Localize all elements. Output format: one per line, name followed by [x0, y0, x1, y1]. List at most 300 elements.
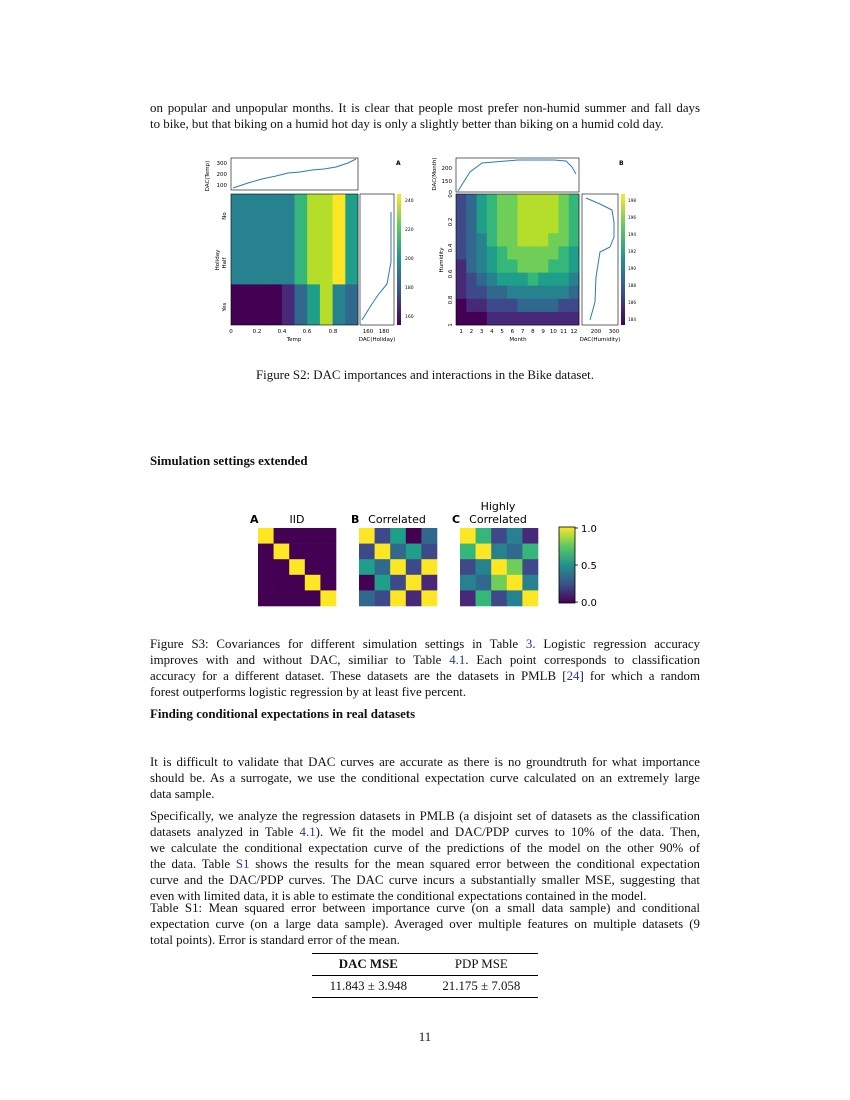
panel-b-xtick: 5	[500, 329, 504, 335]
matrix-cell	[305, 575, 321, 591]
panel-a-ylabel: Holiday	[215, 249, 221, 271]
heatmap-cell	[477, 233, 488, 246]
panel-b-colorbar-tick: 198	[628, 198, 636, 203]
table-ref-link[interactable]: 4.1	[299, 825, 316, 839]
heatmap-cell	[538, 233, 549, 246]
matrix-cell	[507, 575, 523, 591]
text-line: the data. Table S1 shows the results for the mean squared error between the conditional expectation	[150, 857, 700, 871]
heatmap-cell	[487, 286, 498, 299]
heatmap-cell	[548, 286, 559, 299]
panel-b-ytick: 1	[448, 323, 454, 327]
heatmap-cell	[487, 299, 498, 312]
matrix-cell	[375, 590, 391, 606]
heatmap-cell	[559, 194, 570, 207]
panel-b-colorbar-tick: 186	[628, 300, 636, 305]
matrix-cell	[289, 575, 305, 591]
heatmap-cell	[538, 207, 549, 220]
matrix-cell	[375, 559, 391, 575]
panel-b-colorbar-tick: 196	[628, 215, 636, 220]
heatmap-cell	[569, 312, 580, 325]
heatmap-cell	[538, 220, 549, 233]
matrix-cell	[421, 590, 437, 606]
panel-b-colorbar-tick: 184	[628, 317, 636, 322]
matrix-cell	[320, 559, 336, 575]
heatmap-cell	[487, 246, 498, 259]
heatmap-cell	[269, 194, 282, 285]
heatmap-cell	[518, 220, 529, 233]
heatmap-cell	[466, 194, 477, 207]
heatmap-cell	[345, 194, 358, 285]
matrix-cell	[320, 590, 336, 606]
matrix-cell	[476, 544, 492, 560]
panel-a-colorbar-tick: 220	[405, 228, 414, 233]
matrix-cell	[274, 575, 290, 591]
figure-s2	[200, 152, 640, 347]
panel-b-xtick: 3	[479, 329, 484, 335]
heatmap-cell	[518, 286, 529, 299]
table-ref-link[interactable]: S1	[235, 857, 250, 871]
heatmap-cell	[487, 194, 498, 207]
heatmap-cell	[333, 284, 346, 325]
panel-b-top-ylabel: DAC(Month)	[432, 157, 438, 191]
matrix-cell	[258, 528, 274, 544]
matrix-cell	[522, 528, 538, 544]
matrix-cell	[476, 559, 492, 575]
text-line: we calculate the conditional expectation curve of the predictions of the model on the other 90% of	[150, 841, 700, 855]
panel-b-xtick: 7	[520, 329, 525, 335]
s3-matrix-correlated	[359, 528, 437, 606]
panel-a-xtick: 0	[229, 329, 233, 335]
table-cell: 21.175 ± 7.058	[442, 979, 521, 993]
heatmap-cell	[507, 246, 518, 259]
matrix-cell	[390, 559, 406, 575]
heatmap-cell	[497, 207, 508, 220]
heatmap-cell	[456, 194, 467, 207]
s3-panel-title: Correlated	[368, 513, 426, 526]
heatmap-cell	[548, 260, 559, 273]
heatmap-cell	[528, 286, 539, 299]
panel-b-side-xtick: 200	[590, 329, 602, 335]
heatmap-cell	[497, 312, 508, 325]
panel-a-top-ytick: 200	[216, 172, 227, 178]
heatmap-cell	[518, 246, 529, 259]
matrix-cell	[359, 544, 375, 560]
heatmap-cell	[569, 260, 580, 273]
matrix-cell	[460, 575, 476, 591]
heatmap-cell	[528, 233, 539, 246]
matrix-cell	[258, 559, 274, 575]
matrix-cell	[491, 590, 507, 606]
matrix-cell	[522, 590, 538, 606]
matrix-cell	[476, 590, 492, 606]
matrix-cell	[390, 575, 406, 591]
section-heading-simulation: Simulation settings extended	[150, 454, 308, 468]
heatmap-cell	[528, 260, 539, 273]
panel-a-row-label: Yes	[222, 302, 228, 312]
heatmap-cell	[333, 194, 346, 285]
matrix-cell	[258, 590, 274, 606]
heatmap-cell	[559, 260, 570, 273]
text-line: improves with and without DAC, similiar to Table 4.1. Each point corresponds to classification	[150, 653, 701, 667]
matrix-cell	[274, 528, 290, 544]
matrix-cell	[491, 528, 507, 544]
column-header: PDP MSE	[454, 957, 508, 971]
matrix-cell	[305, 544, 321, 560]
heatmap-cell	[466, 260, 477, 273]
s3-panel-letter: B	[351, 513, 360, 526]
panel-a-side-xtick: 180	[378, 329, 390, 335]
heatmap-cell	[487, 220, 498, 233]
heatmap-cell	[231, 284, 244, 325]
heatmap-cell	[518, 260, 529, 273]
matrix-cell	[491, 544, 507, 560]
heatmap-cell	[507, 260, 518, 273]
heatmap-cell	[538, 286, 549, 299]
matrix-cell	[289, 528, 305, 544]
heatmap-cell	[559, 246, 570, 259]
heatmap-cell	[569, 246, 580, 259]
matrix-cell	[375, 528, 391, 544]
heatmap-cell	[487, 273, 498, 286]
heatmap-cell	[528, 273, 539, 286]
heatmap-cell	[487, 207, 498, 220]
heatmap-cell	[548, 312, 559, 325]
matrix-cell	[476, 528, 492, 544]
heatmap-cell	[507, 299, 518, 312]
panel-b-side-curve	[586, 198, 614, 320]
panel-a-colorbar-tick: 180	[405, 286, 414, 291]
matrix-cell	[258, 544, 274, 560]
heatmap-cell	[528, 220, 539, 233]
paragraph-1	[150, 754, 700, 802]
matrix-cell	[320, 528, 336, 544]
heatmap-cell	[466, 246, 477, 259]
heatmap-cell	[569, 233, 580, 246]
heatmap-cell	[538, 299, 549, 312]
matrix-cell	[522, 544, 538, 560]
matrix-cell	[258, 575, 274, 591]
heatmap-cell	[528, 312, 539, 325]
heatmap-cell	[507, 286, 518, 299]
heatmap-cell	[456, 207, 467, 220]
heatmap-cell	[518, 233, 529, 246]
matrix-cell	[421, 559, 437, 575]
s3-matrix-highly-correlated	[460, 528, 538, 606]
matrix-cell	[289, 590, 305, 606]
heatmap-cell	[528, 207, 539, 220]
panel-b-xlabel: Month	[509, 337, 527, 343]
s3-matrix-iid	[258, 528, 336, 606]
heatmap-cell	[569, 194, 580, 207]
heatmap-cell	[456, 273, 467, 286]
heatmap-cell	[507, 233, 518, 246]
matrix-cell	[320, 544, 336, 560]
panel-a-top-curve	[233, 159, 356, 188]
panel-b-xtick: 11	[560, 329, 568, 335]
heatmap-cell	[320, 194, 333, 285]
matrix-cell	[375, 575, 391, 591]
heatmap-cell	[477, 260, 488, 273]
heatmap-cell	[507, 207, 518, 220]
panel-a-side-curve	[362, 212, 391, 320]
matrix-cell	[491, 575, 507, 591]
heatmap-cell	[538, 194, 549, 207]
text-line: total points). Error is standard error of the mean.	[150, 933, 400, 947]
heatmap-cell	[282, 194, 295, 285]
panel-a-colorbar-tick: 200	[405, 257, 414, 262]
heatmap-cell	[466, 312, 477, 325]
text-line: to bike, but that biking on a humid hot day is only a slightly better than biking on a humid cold day.	[150, 117, 664, 131]
matrix-cell	[406, 559, 422, 575]
matrix-cell	[274, 559, 290, 575]
heatmap-cell	[538, 312, 549, 325]
panel-b-xtick: 1	[459, 329, 463, 335]
matrix-cell	[522, 575, 538, 591]
matrix-cell	[460, 590, 476, 606]
panel-b-xtick: 4	[490, 329, 494, 335]
matrix-cell	[507, 544, 523, 560]
matrix-cell	[460, 528, 476, 544]
text-line: data sample.	[150, 787, 215, 801]
matrix-cell	[522, 559, 538, 575]
heatmap-cell	[548, 194, 559, 207]
text-line: Figure S3: Covariances for different simulation settings in Table 3. Logistic regression accuracy	[150, 637, 700, 651]
text-line: even with limited data, it is able to estimate the conditional expectations contained in the model.	[150, 889, 647, 903]
panel-b-colorbar-tick: 194	[628, 232, 636, 237]
heatmap-cell	[477, 286, 488, 299]
heatmap-cell	[231, 194, 244, 285]
table-s1-caption	[150, 900, 700, 948]
heatmap-cell	[538, 273, 549, 286]
heatmap-cell	[569, 220, 580, 233]
panel-b-top-curve	[458, 160, 576, 191]
heatmap-cell	[295, 194, 308, 285]
panel-b-xtick: 12	[570, 329, 578, 335]
table-s1	[312, 953, 538, 998]
heatmap-cell	[548, 273, 559, 286]
panel-a-side-xlabel: DAC(Holiday)	[358, 337, 396, 343]
s3-panel-letter: A	[250, 513, 259, 526]
panel-b-xtick: 10	[549, 329, 557, 335]
matrix-cell	[305, 528, 321, 544]
panel-b-top-ytick: 200	[441, 166, 452, 172]
heatmap-cell	[548, 220, 559, 233]
heatmap-cell	[559, 312, 570, 325]
matrix-cell	[289, 559, 305, 575]
citation-link[interactable]: 24	[566, 669, 580, 683]
panel-b-side-xlabel: DAC(Humidity)	[579, 337, 621, 343]
panel-a-xlabel: Temp	[286, 337, 302, 343]
heatmap-cell	[507, 220, 518, 233]
panel-b-ytick: 0.4	[448, 243, 454, 253]
panel-a-top-ytick: 300	[216, 161, 227, 167]
matrix-cell	[274, 544, 290, 560]
heatmap-cell	[497, 286, 508, 299]
heatmap-cell	[256, 284, 269, 325]
table-ref-link[interactable]: 4.1	[449, 653, 466, 667]
heatmap-cell	[497, 260, 508, 273]
paragraph-2	[150, 808, 700, 904]
heatmap-cell	[487, 233, 498, 246]
matrix-cell	[305, 559, 321, 575]
panel-a-colorbar-tick: 240	[405, 199, 414, 204]
panel-b-colorbar-tick: 188	[628, 283, 636, 288]
heatmap-cell	[538, 246, 549, 259]
heatmap-cell	[244, 194, 257, 285]
table-ref-link[interactable]: 3	[525, 637, 533, 651]
s3-panel-title-line2: Correlated	[469, 513, 527, 526]
matrix-cell	[289, 544, 305, 560]
panel-b-colorbar-tick: 190	[628, 266, 636, 271]
s3-panel-title: IID	[289, 513, 305, 526]
intro-paragraph	[150, 100, 700, 132]
heatmap-cell	[559, 233, 570, 246]
heatmap-cell	[497, 220, 508, 233]
heatmap-cell	[518, 194, 529, 207]
s3-colorbar-tick: 0.5	[581, 561, 597, 572]
panel-b-top-ytick: 0	[448, 190, 452, 196]
panel-a-xtick: 0.4	[277, 329, 287, 335]
heatmap-cell	[569, 286, 580, 299]
matrix-cell	[390, 528, 406, 544]
heatmap-cell	[559, 220, 570, 233]
page-number: 11	[418, 1030, 432, 1044]
matrix-cell	[507, 590, 523, 606]
panel-a-row-label: Half	[222, 257, 228, 269]
heatmap-cell	[569, 273, 580, 286]
heatmap-cell	[497, 273, 508, 286]
heatmap-cell	[477, 273, 488, 286]
panel-b-ylabel: Humidity	[439, 247, 445, 273]
text-line: Table S1: Mean squared error between importance curve (on a small data sample) and conditional	[150, 901, 700, 915]
heatmap-cell	[466, 273, 477, 286]
heatmap-cell	[466, 233, 477, 246]
heatmap-cell	[456, 312, 467, 325]
heatmap-cell	[528, 194, 539, 207]
heatmap-cell	[487, 260, 498, 273]
panel-a-colorbar-tick: 160	[405, 315, 414, 320]
s3-colorbar-tick: 1.0	[581, 524, 597, 535]
heatmap-cell	[548, 207, 559, 220]
panel-b-xtick: 6	[510, 329, 515, 335]
heatmap-cell	[528, 246, 539, 259]
s3-panel-letter: C	[452, 513, 461, 526]
panel-a-top-plot-frame	[231, 158, 358, 190]
figure-s2-caption: Figure S2: DAC importances and interactions in the Bike dataset.	[256, 368, 594, 382]
panel-a-row-label: No	[222, 212, 228, 220]
heatmap-cell	[307, 284, 320, 325]
heatmap-cell	[507, 312, 518, 325]
heatmap-cell	[538, 260, 549, 273]
matrix-cell	[476, 575, 492, 591]
heatmap-cell	[569, 207, 580, 220]
heatmap-cell	[477, 299, 488, 312]
panel-b-heatmap	[456, 194, 579, 325]
heatmap-cell	[244, 284, 257, 325]
matrix-cell	[406, 544, 422, 560]
text-line: expectation curve (on a large data sample). Averaged over multiple features on multiple datasets (9	[150, 917, 700, 931]
panel-a-xtick: 0.8	[328, 329, 338, 335]
figure-s3-caption	[150, 636, 700, 700]
matrix-cell	[375, 544, 391, 560]
heatmap-cell	[507, 194, 518, 207]
matrix-cell	[359, 528, 375, 544]
heatmap-cell	[256, 194, 269, 285]
text-line: forest outperforms logistic regression by at least five percent.	[150, 685, 467, 699]
heatmap-cell	[456, 246, 467, 259]
column-header: DAC MSE	[338, 957, 398, 971]
panel-a-top-ylabel: DAC(Temp)	[205, 160, 211, 192]
matrix-cell	[406, 528, 422, 544]
s3-colorbar-tick: 0.0	[581, 598, 597, 609]
heatmap-cell	[548, 233, 559, 246]
panel-b-colorbar-tick: 192	[628, 249, 636, 254]
heatmap-cell	[559, 273, 570, 286]
heatmap-cell	[518, 312, 529, 325]
heatmap-cell	[487, 312, 498, 325]
heatmap-cell	[548, 299, 559, 312]
heatmap-cell	[477, 220, 488, 233]
heatmap-cell	[320, 284, 333, 325]
matrix-cell	[406, 575, 422, 591]
panel-b-xtick: 2	[469, 329, 474, 335]
panel-a-heatmap	[231, 194, 358, 325]
heatmap-cell	[559, 286, 570, 299]
heatmap-cell	[456, 233, 467, 246]
text-line: curve and the DAC/PDP curves. The DAC curve incurs a substantially smaller MSE, suggesting that	[150, 873, 700, 887]
s3-panel-title-line1: Highly	[480, 500, 516, 513]
panel-b-top-ytick: 150	[441, 179, 452, 185]
table-header-row	[312, 954, 538, 976]
heatmap-cell	[477, 246, 488, 259]
heatmap-cell	[507, 273, 518, 286]
matrix-cell	[421, 575, 437, 591]
heatmap-cell	[497, 233, 508, 246]
panel-b-xticks	[459, 329, 577, 335]
matrix-cell	[359, 575, 375, 591]
text-line: It is difficult to validate that DAC curves are accurate as there is no groundtruth for what importance	[150, 755, 700, 769]
panel-a-colorbar	[397, 194, 401, 325]
panel-a-xtick: 0.6	[302, 329, 312, 335]
text-line: accuracy for a different dataset. These datasets are the datasets in PMLB [24] for which a random	[150, 669, 700, 683]
heatmap-cell	[559, 299, 570, 312]
panel-b-xtick: 8	[531, 329, 535, 335]
figure-s3	[245, 496, 610, 614]
text-line: Specifically, we analyze the regression datasets in PMLB (a disjoint set of datasets as the classification	[150, 809, 700, 823]
heatmap-cell	[518, 207, 529, 220]
panel-b-top-plot-frame	[456, 158, 579, 192]
table-row	[312, 976, 538, 998]
heatmap-cell	[497, 246, 508, 259]
section-heading-conditional: Finding conditional expectations in real datasets	[150, 707, 416, 721]
matrix-cell	[421, 528, 437, 544]
heatmap-cell	[295, 284, 308, 325]
panel-b-side-xtick: 300	[608, 329, 620, 335]
matrix-cell	[460, 559, 476, 575]
matrix-cell	[491, 559, 507, 575]
matrix-cell	[305, 590, 321, 606]
heatmap-cell	[282, 284, 295, 325]
heatmap-cell	[569, 299, 580, 312]
panel-b-letter: B	[619, 160, 624, 167]
heatmap-cell	[497, 194, 508, 207]
heatmap-cell	[477, 312, 488, 325]
panel-b-ytick: 0.6	[448, 269, 454, 279]
panel-a	[205, 158, 414, 343]
panel-b-ytick: 0	[448, 194, 454, 198]
panel-b-colorbar	[621, 194, 625, 325]
matrix-cell	[274, 590, 290, 606]
